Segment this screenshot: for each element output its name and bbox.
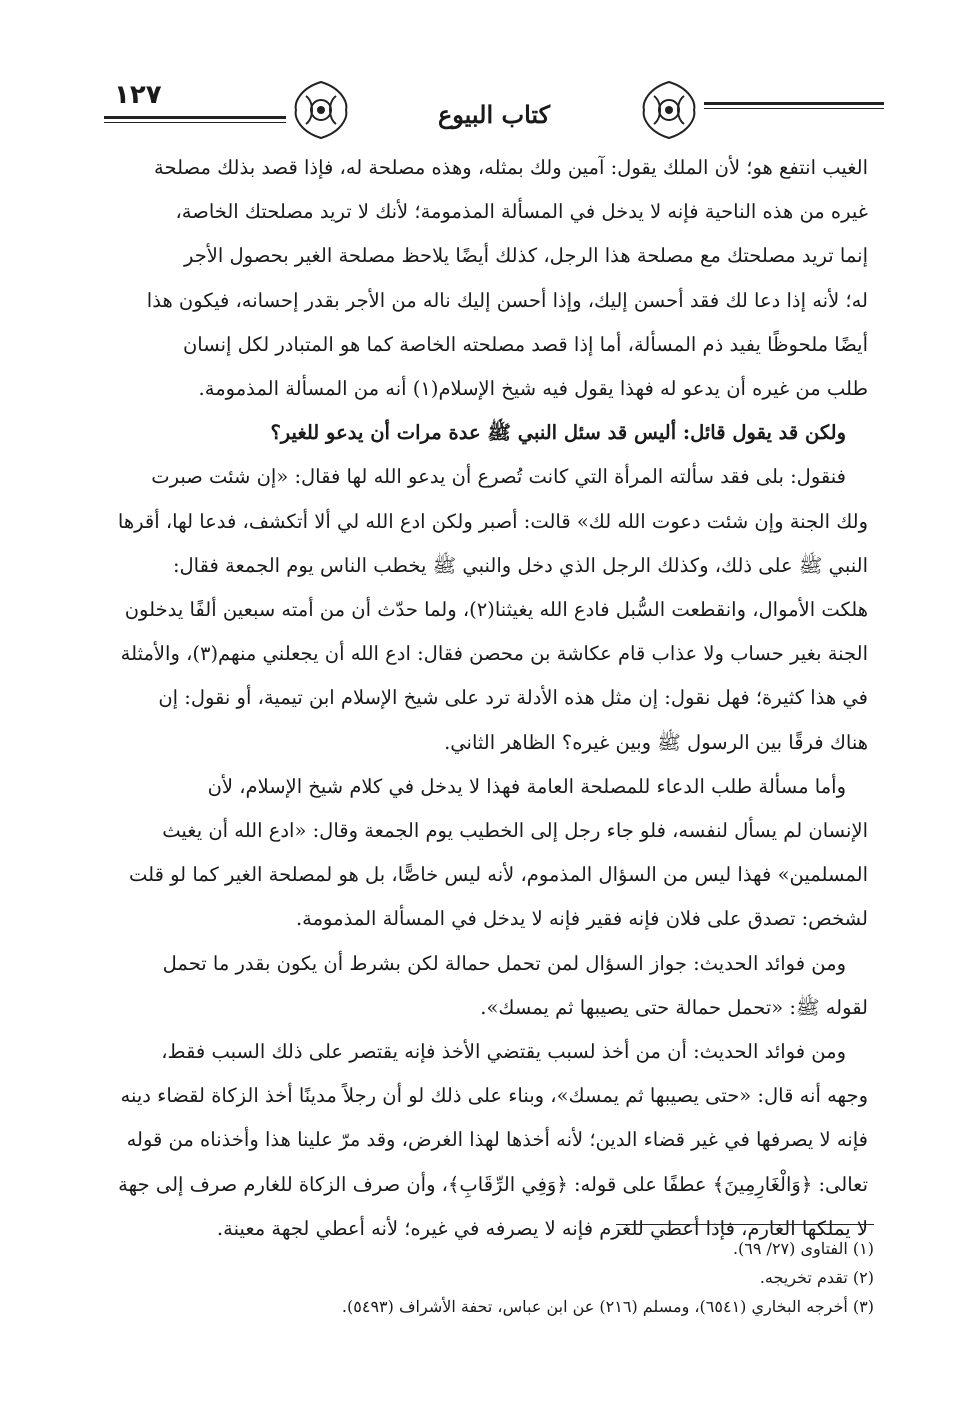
footnote-2: (٢) تقدم تخريجه.	[759, 1268, 874, 1287]
text-line: أيضًا ملحوظًا يفيد ذم المسألة، أما إذا قصد مصلحته الخاصة كما هو المتبادر لكل إنسان	[182, 332, 868, 356]
text-line: ولك الجنة وإن شئت دعوت الله لك» قالت: أصبر ولكن ادع الله لي ألا أتكشف، فدعا لها، أقرها	[117, 509, 868, 533]
text-line: الجنة بغير حساب ولا عذاب قام عكاشة بن محصن فقال: ادع الله أن يجعلني منهم(٣)، والأمثلة	[120, 642, 868, 666]
text-line: فإنه لا يصرفها في غير قضاء الدين؛ لأنه أخذها لهذا الغرض، وقد مرّ علينا هذا وأخذناه من قوله	[126, 1128, 868, 1152]
text-line: فنقول: بلى فقد سألته المرأة التي كانت تُصرع أن يدعو الله لها فقال: «إن شئت صبرت	[151, 465, 846, 489]
paragraph-5	[112, 942, 868, 1030]
header-rule-left	[104, 116, 286, 119]
paragraph-1	[112, 146, 868, 411]
text-line: هلكت الأموال، وانقطعت السُّبل فادع الله يغيثنا(٢)، ولما حدّث أن من أمته سبعين ألفًا يدخلون	[124, 598, 868, 622]
footnote-1: (١) الفتاوى (٢٧/ ٦٩).	[732, 1239, 874, 1258]
main-text	[112, 146, 868, 1251]
text-line: المسلمين» فهذا ليس من السؤال المذموم، لأنه ليس خاصًّا، بل هو لمصلحة الغير كما لو قلت	[128, 863, 868, 887]
footnote-3: (٣) أخرجه البخاري (٦٥٤١)، ومسلم (٢١٦) عن ابن عباس، تحفة الأشراف (٥٤٩٣).	[341, 1297, 874, 1316]
paragraph-4	[112, 765, 868, 942]
text-line: لشخص: تصدق على فلان فإنه فقير فإنه لا يدخل في المسألة المذمومة.	[295, 907, 868, 931]
text-line: النبي ﷺ على ذلك، وكذلك الرجل الذي دخل والنبي ﷺ يخطب الناس يوم الجمعة فقال:	[172, 553, 868, 577]
footnote-separator	[616, 1224, 874, 1225]
page-header	[104, 72, 884, 152]
ornament-left-icon	[286, 78, 356, 142]
paragraph-3	[112, 455, 868, 764]
text-line: في هذا كثيرة؛ فهل نقول: إن مثل هذه الأدلة ترد على شيخ الإسلام ابن تيمية، أو نقول: إن	[158, 686, 868, 710]
text-line: غيره من هذه الناحية فإنه لا يدخل في المسألة المذمومة؛ لأنك لا تريد مصلحتك الخاصة،	[175, 200, 868, 224]
text-line: لقوله ﷺ: «تحمل حمالة حتى يصيبها ثم يمسك».	[480, 995, 868, 1019]
page-header-title: كتاب البيوع	[437, 100, 551, 129]
text-line: الإنسان لم يسأل لنفسه، فلو جاء رجل إلى الخطيب يوم الجمعة وقال: «ادع الله أن يغيث	[162, 819, 868, 843]
text-line: ولكن قد يقول قائل: أليس قد سئل النبي ﷺ عدة مرات أن يدعو للغير؟	[270, 421, 846, 445]
text-line: له؛ لأنه إذا دعا لك فقد أحسن إليك، وإذا أحسن إليك ناله من الأجر بقدر إحسانه، فيكون هذا	[146, 288, 868, 312]
text-line: ومن فوائد الحديث: أن من أخذ لسبب يقتضي الأخذ فإنه يقتصر على ذلك السبب فقط،	[161, 1040, 846, 1064]
ornament-right-icon	[634, 78, 704, 142]
header-rule-right	[704, 102, 884, 105]
text-line: وأما مسألة طلب الدعاء للمصلحة العامة فهذا لا يدخل في كلام شيخ الإسلام، لأن	[207, 774, 846, 798]
text-line: وجهه أنه قال: «حتى يصيبها ثم يمسك»، وبناء على ذلك لو أن رجلاً مدينًا أخذ الزكاة لقضاء دينه	[120, 1084, 868, 1108]
text-line: ومن فوائد الحديث: جواز السؤال لمن تحمل حمالة لكن بشرط أن يكون بقدر ما تحمل	[162, 951, 846, 975]
header-rule-right-thin	[704, 108, 884, 109]
text-line: الغيب انتفع هو؛ لأن الملك يقول: آمين ولك بمثله، وهذه مصلحة له، فإذا قصد بذلك مصلحة	[154, 156, 868, 179]
page-number: ١٢٧	[114, 80, 162, 110]
header-rule-left-thin	[104, 122, 286, 123]
text-line: تعالى: ﴿وَالْغَارِمِينَ﴾ عطفًا على قوله: ﴿وَفِي الرِّقَابِ﴾، وأن صرف الزكاة للغارم صرف إلى جهة	[118, 1172, 868, 1196]
footnotes	[112, 1234, 874, 1321]
text-line: طلب من غيره أن يدعو له فهذا يقول فيه شيخ الإسلام(١) أنه من المسألة المذمومة.	[198, 377, 868, 401]
paragraph-2	[112, 411, 868, 455]
paragraph-6	[112, 1030, 868, 1251]
text-line: هناك فرقًا بين الرسول ﷺ وبين غيره؟ الظاهر الثاني.	[444, 730, 868, 754]
text-line: لا يملكها الغارم، فإذا أعطي للغرم فإنه لا يصرفه في غيره؛ لأنه أعطي لجهة معينة.	[216, 1216, 868, 1240]
text-line: إنما تريد مصلحتك مع مصلحة هذا الرجل، كذلك أيضًا يلاحظ مصلحة الغير بحصول الأجر	[183, 244, 868, 268]
